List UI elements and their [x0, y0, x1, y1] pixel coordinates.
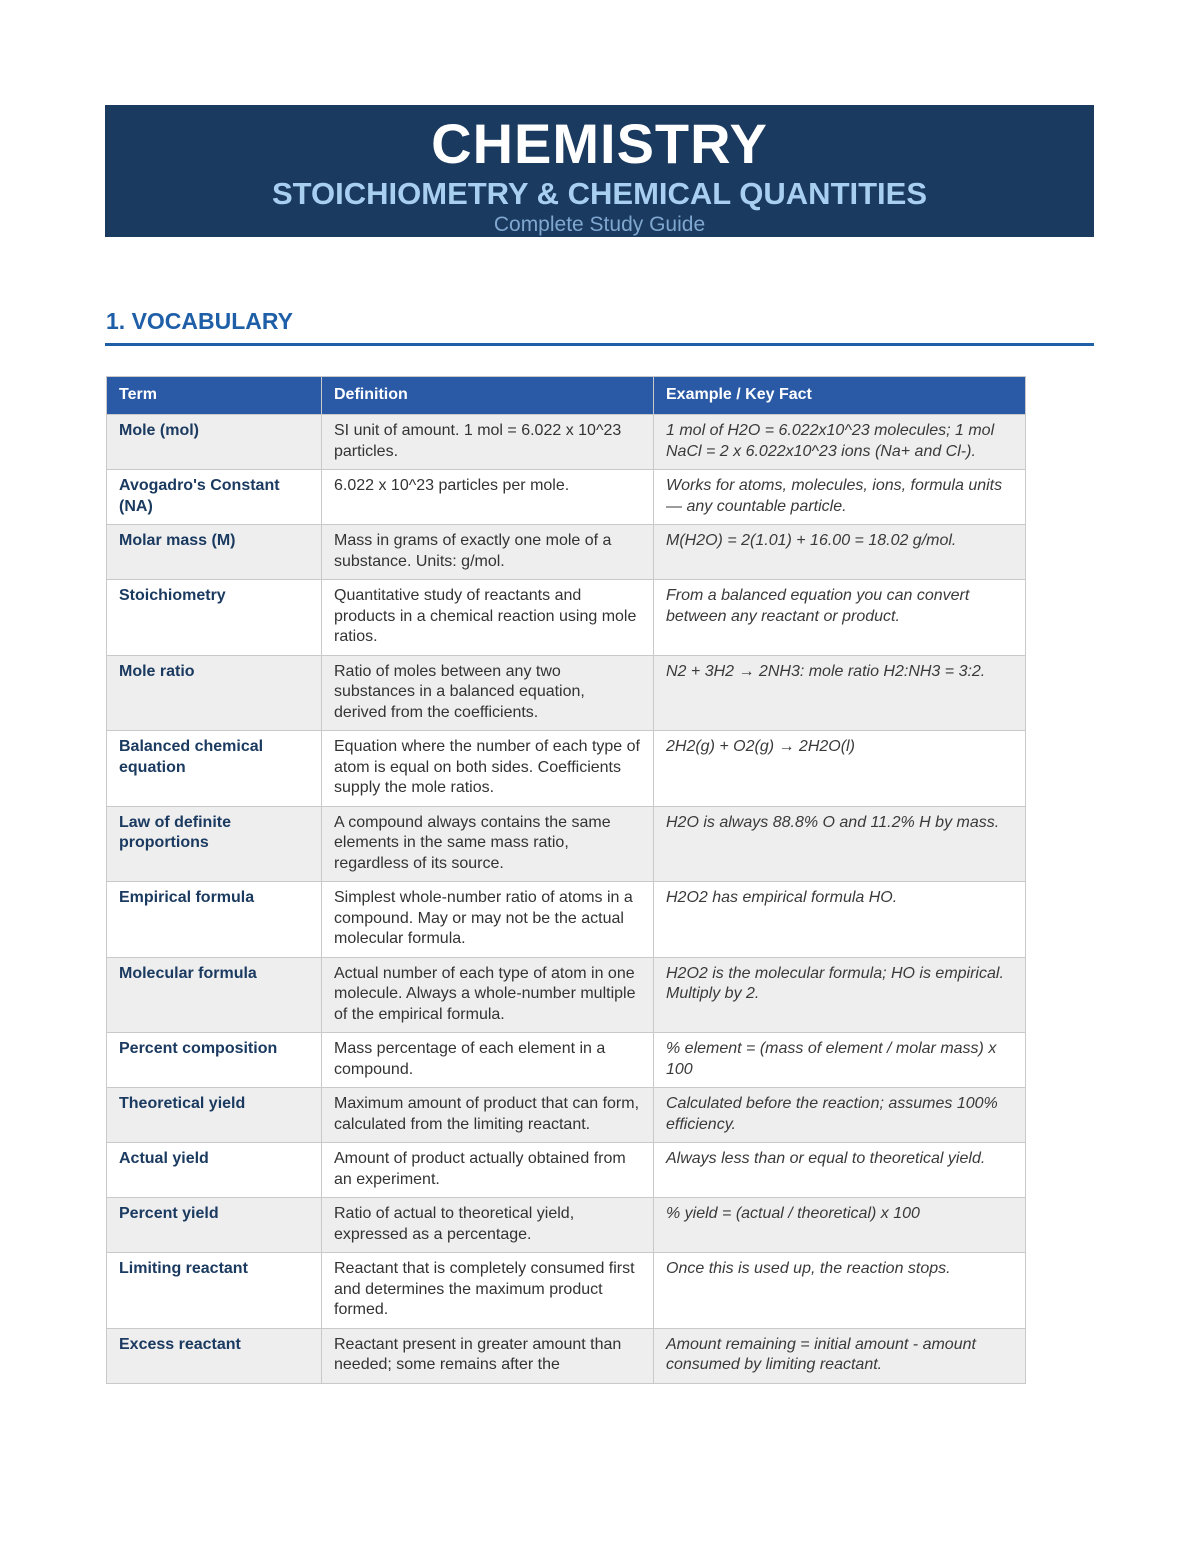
term-cell: Avogadro's Constant (NA): [107, 470, 322, 525]
definition-cell: Ratio of actual to theoretical yield, expressed as a percentage.: [322, 1198, 654, 1253]
table-row: [107, 806, 1026, 882]
definition-cell: Equation where the number of each type of atom is equal on both sides. Coefficients supply the mole ratios.: [322, 731, 654, 807]
document-tagline: Complete Study Guide: [493, 213, 706, 236]
definition-cell: Quantitative study of reactants and products in a chemical reaction using mole ratios.: [322, 580, 654, 656]
table-row: [107, 1198, 1026, 1253]
example-cell: H2O2 has empirical formula HO.: [654, 882, 1026, 958]
table-row: [107, 470, 1026, 525]
example-cell: Works for atoms, molecules, ions, formula units — any countable particle.: [654, 470, 1026, 525]
table-row: [107, 1328, 1026, 1383]
term-cell: Theoretical yield: [107, 1088, 322, 1143]
term-cell: Actual yield: [107, 1143, 322, 1198]
term-cell: Percent yield: [107, 1198, 322, 1253]
table-header-row: [107, 377, 1026, 415]
example-cell: 2H2(g) + O2(g) → 2H2O(l): [654, 731, 1026, 807]
table-row: [107, 882, 1026, 958]
definition-cell: 6.022 x 10^23 particles per mole.: [322, 470, 654, 525]
example-cell: H2O is always 88.8% O and 11.2% H by mass.: [654, 806, 1026, 882]
definition-cell: Mass in grams of exactly one mole of a substance. Units: g/mol.: [322, 525, 654, 580]
term-cell: Excess reactant: [107, 1328, 322, 1383]
table-row: [107, 525, 1026, 580]
term-cell: Limiting reactant: [107, 1253, 322, 1329]
definition-cell: Reactant that is completely consumed first and determines the maximum product formed.: [322, 1253, 654, 1329]
table-row: [107, 1033, 1026, 1088]
title-banner: [105, 105, 1094, 237]
term-cell: Mole ratio: [107, 655, 322, 731]
example-cell: Amount remaining = initial amount - amount consumed by limiting reactant.: [654, 1328, 1026, 1383]
example-cell: From a balanced equation you can convert between any reactant or product.: [654, 580, 1026, 656]
definition-cell: Ratio of moles between any two substances in a balanced equation, derived from the coefficients.: [322, 655, 654, 731]
definition-cell: SI unit of amount. 1 mol = 6.022 x 10^23 particles.: [322, 415, 654, 470]
example-cell: Always less than or equal to theoretical yield.: [654, 1143, 1026, 1198]
example-cell: H2O2 is the molecular formula; HO is empirical. Multiply by 2.: [654, 957, 1026, 1033]
term-cell: Balanced chemical equation: [107, 731, 322, 807]
table-row: [107, 731, 1026, 807]
section-divider: [105, 343, 1094, 346]
table-row: [107, 1143, 1026, 1198]
example-cell: Once this is used up, the reaction stops.: [654, 1253, 1026, 1329]
table-row: [107, 1253, 1026, 1329]
example-cell: % element = (mass of element / molar mass) x 100: [654, 1033, 1026, 1088]
column-header-term: Term: [107, 377, 322, 415]
document-title: CHEMISTRY: [431, 112, 768, 175]
definition-cell: Amount of product actually obtained from an experiment.: [322, 1143, 654, 1198]
term-cell: Molecular formula: [107, 957, 322, 1033]
definition-cell: Reactant present in greater amount than needed; some remains after the: [322, 1328, 654, 1383]
definition-cell: Mass percentage of each element in a compound.: [322, 1033, 654, 1088]
example-cell: % yield = (actual / theoretical) x 100: [654, 1198, 1026, 1253]
example-cell: Calculated before the reaction; assumes 100% efficiency.: [654, 1088, 1026, 1143]
term-cell: Mole (mol): [107, 415, 322, 470]
column-header-definition: Definition: [322, 377, 654, 415]
table-row: [107, 415, 1026, 470]
document-subtitle: STOICHIOMETRY & CHEMICAL QUANTITIES: [271, 176, 928, 211]
term-cell: Law of definite proportions: [107, 806, 322, 882]
table-row: [107, 655, 1026, 731]
term-cell: Empirical formula: [107, 882, 322, 958]
example-cell: N2 + 3H2 → 2NH3: mole ratio H2:NH3 = 3:2.: [654, 655, 1026, 731]
definition-cell: Simplest whole-number ratio of atoms in a compound. May or may not be the actual molecular formula.: [322, 882, 654, 958]
column-header-example: Example / Key Fact: [654, 377, 1026, 415]
term-cell: Molar mass (M): [107, 525, 322, 580]
example-cell: 1 mol of H2O = 6.022x10^23 molecules; 1 mol NaCl = 2 x 6.022x10^23 ions (Na+ and Cl-).: [654, 415, 1026, 470]
section-heading-vocabulary: 1. VOCABULARY: [106, 308, 293, 334]
term-cell: Percent composition: [107, 1033, 322, 1088]
table-row: [107, 1088, 1026, 1143]
definition-cell: Actual number of each type of atom in one molecule. Always a whole-number multiple of the empirical formula.: [322, 957, 654, 1033]
vocabulary-table: [106, 376, 1026, 1384]
definition-cell: Maximum amount of product that can form, calculated from the limiting reactant.: [322, 1088, 654, 1143]
table-row: [107, 580, 1026, 656]
example-cell: M(H2O) = 2(1.01) + 16.00 = 18.02 g/mol.: [654, 525, 1026, 580]
term-cell: Stoichiometry: [107, 580, 322, 656]
table-row: [107, 957, 1026, 1033]
definition-cell: A compound always contains the same elements in the same mass ratio, regardless of its source.: [322, 806, 654, 882]
